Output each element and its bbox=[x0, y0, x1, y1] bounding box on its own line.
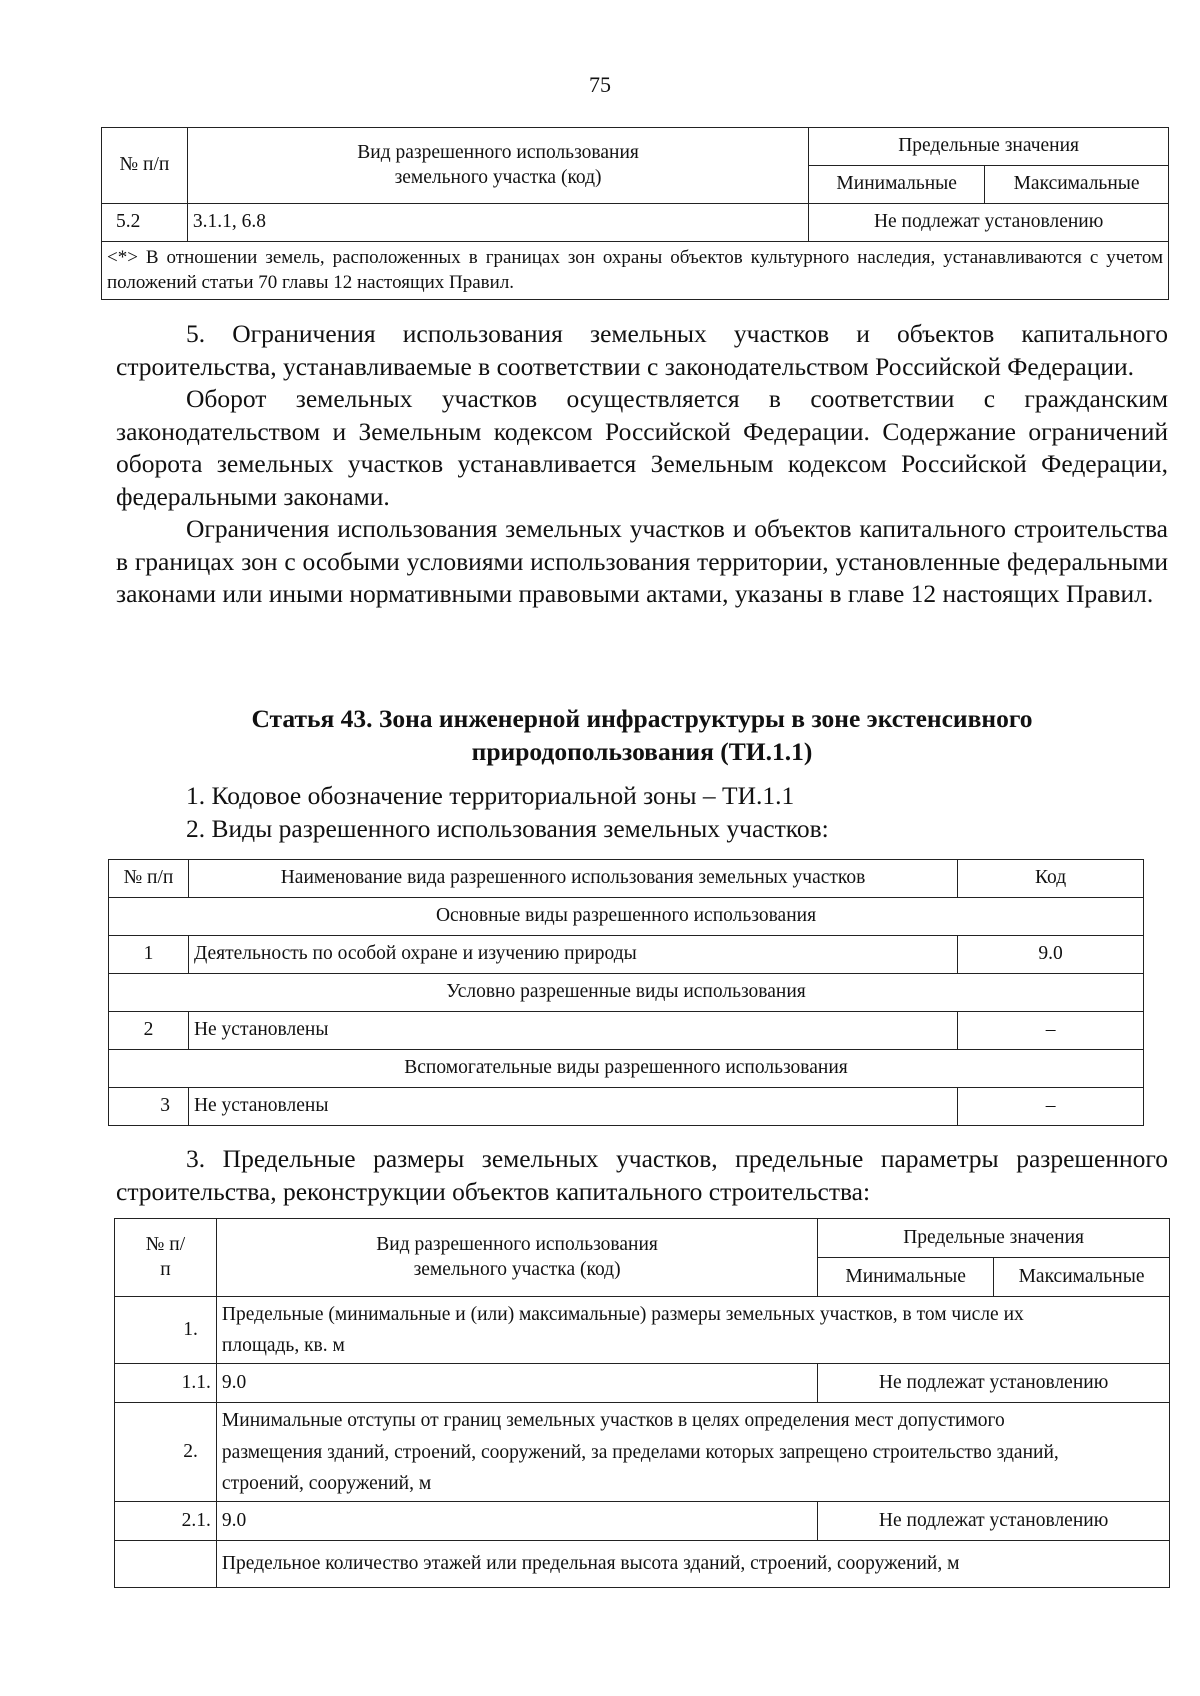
limits-table bbox=[114, 1218, 1170, 1588]
table-note-row bbox=[102, 242, 1169, 300]
header-num: № п/п bbox=[109, 860, 189, 898]
row-text: Минимальные отступы от границ земельных участков в целях определения мест допустимого размещения зданий, строений, сооружений, за пределами которых запрещено строительство зданий, строений, сооружений, м bbox=[216, 1403, 1169, 1502]
header-min: Минимальные bbox=[809, 166, 985, 204]
row-value: Не подлежат установлению bbox=[818, 1501, 1170, 1540]
article-heading-line1: Статья 43. Зона инженерной инфраструктуры в зоне экстенсивного bbox=[251, 704, 1033, 733]
row-num bbox=[115, 1540, 217, 1587]
paragraph: 3. Предельные размеры земельных участков, предельные параметры разрешенного строительства, реконструкции объектов капитального строительства: bbox=[116, 1144, 1168, 1206]
table-row bbox=[109, 1088, 1144, 1126]
row-num: 2 bbox=[109, 1012, 189, 1050]
table-row bbox=[115, 1297, 1170, 1364]
header-num: № п/п bbox=[115, 1219, 217, 1297]
table-row bbox=[115, 1501, 1170, 1540]
row-value: Не подлежат установлению bbox=[818, 1364, 1170, 1403]
table-row bbox=[115, 1403, 1170, 1502]
row-codes: 3.1.1, 6.8 bbox=[187, 204, 808, 242]
section-row bbox=[109, 974, 1144, 1012]
restrictions-text bbox=[116, 318, 1168, 611]
header-use: Вид разрешенного использования земельного участка (код) bbox=[216, 1219, 817, 1297]
row-num: 3 bbox=[109, 1088, 189, 1126]
row-num: 2.1. bbox=[115, 1501, 217, 1540]
header-num: № п/п bbox=[102, 128, 188, 204]
limits-table-continued bbox=[101, 127, 1169, 300]
article-heading-line2: природопользования (ТИ.1.1) bbox=[471, 737, 813, 766]
section-title: Условно разрешенные виды использования bbox=[109, 974, 1144, 1012]
table-header-row bbox=[102, 128, 1169, 166]
permitted-uses-item: 2. Виды разрешенного использования земельных участков: bbox=[186, 814, 829, 843]
table-header-row bbox=[109, 860, 1144, 898]
row-num: 2. bbox=[115, 1403, 217, 1502]
row-text: Предельное количество этажей или предельная высота зданий, строений, сооружений, м bbox=[216, 1540, 1169, 1587]
header-code: Код bbox=[958, 860, 1144, 898]
section-row bbox=[109, 1050, 1144, 1088]
header-name: Наименование вида разрешенного использования земельных участков bbox=[188, 860, 957, 898]
permitted-uses-table bbox=[108, 859, 1144, 1126]
table-row bbox=[109, 1012, 1144, 1050]
header-max: Максимальные bbox=[985, 166, 1169, 204]
row-num: 1.1. bbox=[115, 1364, 217, 1403]
row-code: – bbox=[958, 1012, 1144, 1050]
paragraph: 5. Ограничения использования земельных участков и объектов капитального строительства, устанавливаемые в соответствии с законодательством Российской Федерации. bbox=[116, 319, 1168, 381]
row-name: Деятельность по особой охране и изучению природы bbox=[188, 936, 957, 974]
table-row bbox=[115, 1540, 1170, 1587]
page-number: 75 bbox=[589, 72, 611, 97]
row-num: 5.2 bbox=[102, 204, 188, 242]
row-num: 1. bbox=[115, 1297, 217, 1364]
table-header-row bbox=[115, 1219, 1170, 1258]
table-row bbox=[109, 936, 1144, 974]
paragraph: Ограничения использования земельных участков и объектов капитального строительства в границах зон с особыми условиями использования территории, установленные федеральными законами или иными нормативными правовыми актами, указаны в главе 12 настоящих Правил. bbox=[116, 514, 1168, 608]
row-name: Не установлены bbox=[188, 1012, 957, 1050]
limits-intro-text bbox=[116, 1143, 1168, 1208]
table-row bbox=[115, 1364, 1170, 1403]
header-use: Вид разрешенного использования земельного участка (код) bbox=[187, 128, 808, 204]
header-limits: Предельные значения bbox=[809, 128, 1169, 166]
row-code: – bbox=[958, 1088, 1144, 1126]
table-note: <*> В отношении земель, расположенных в границах зон охраны объектов культурного наследия, устанавливаются с учетом положений статьи 70 главы 12 настоящих Правил. bbox=[102, 242, 1169, 300]
row-code: 9.0 bbox=[216, 1501, 817, 1540]
row-code: 9.0 bbox=[958, 936, 1144, 974]
header-max: Максимальные bbox=[994, 1258, 1170, 1297]
zone-code-item: 1. Кодовое обозначение территориальной зоны – ТИ.1.1 bbox=[186, 781, 795, 810]
article-heading bbox=[116, 702, 1168, 768]
row-value: Не подлежат установлению bbox=[809, 204, 1169, 242]
row-text: Предельные (минимальные и (или) максимальные) размеры земельных участков, в том числе их площадь, кв. м bbox=[216, 1297, 1169, 1364]
section-title: Основные виды разрешенного использования bbox=[109, 898, 1144, 936]
row-name: Не установлены bbox=[188, 1088, 957, 1126]
row-code: 9.0 bbox=[216, 1364, 817, 1403]
section-title: Вспомогательные виды разрешенного использования bbox=[109, 1050, 1144, 1088]
row-num: 1 bbox=[109, 936, 189, 974]
header-min: Минимальные bbox=[818, 1258, 994, 1297]
table-row bbox=[102, 204, 1169, 242]
header-limits: Предельные значения bbox=[818, 1219, 1170, 1258]
section-row bbox=[109, 898, 1144, 936]
paragraph: Оборот земельных участков осуществляется в соответствии с гражданским законодательством и Земельным кодексом Российской Федерации. Содержание ограничений оборота земельных участков устанавливается Земельным кодексом Российской Федерации, федеральными законами. bbox=[116, 384, 1168, 511]
